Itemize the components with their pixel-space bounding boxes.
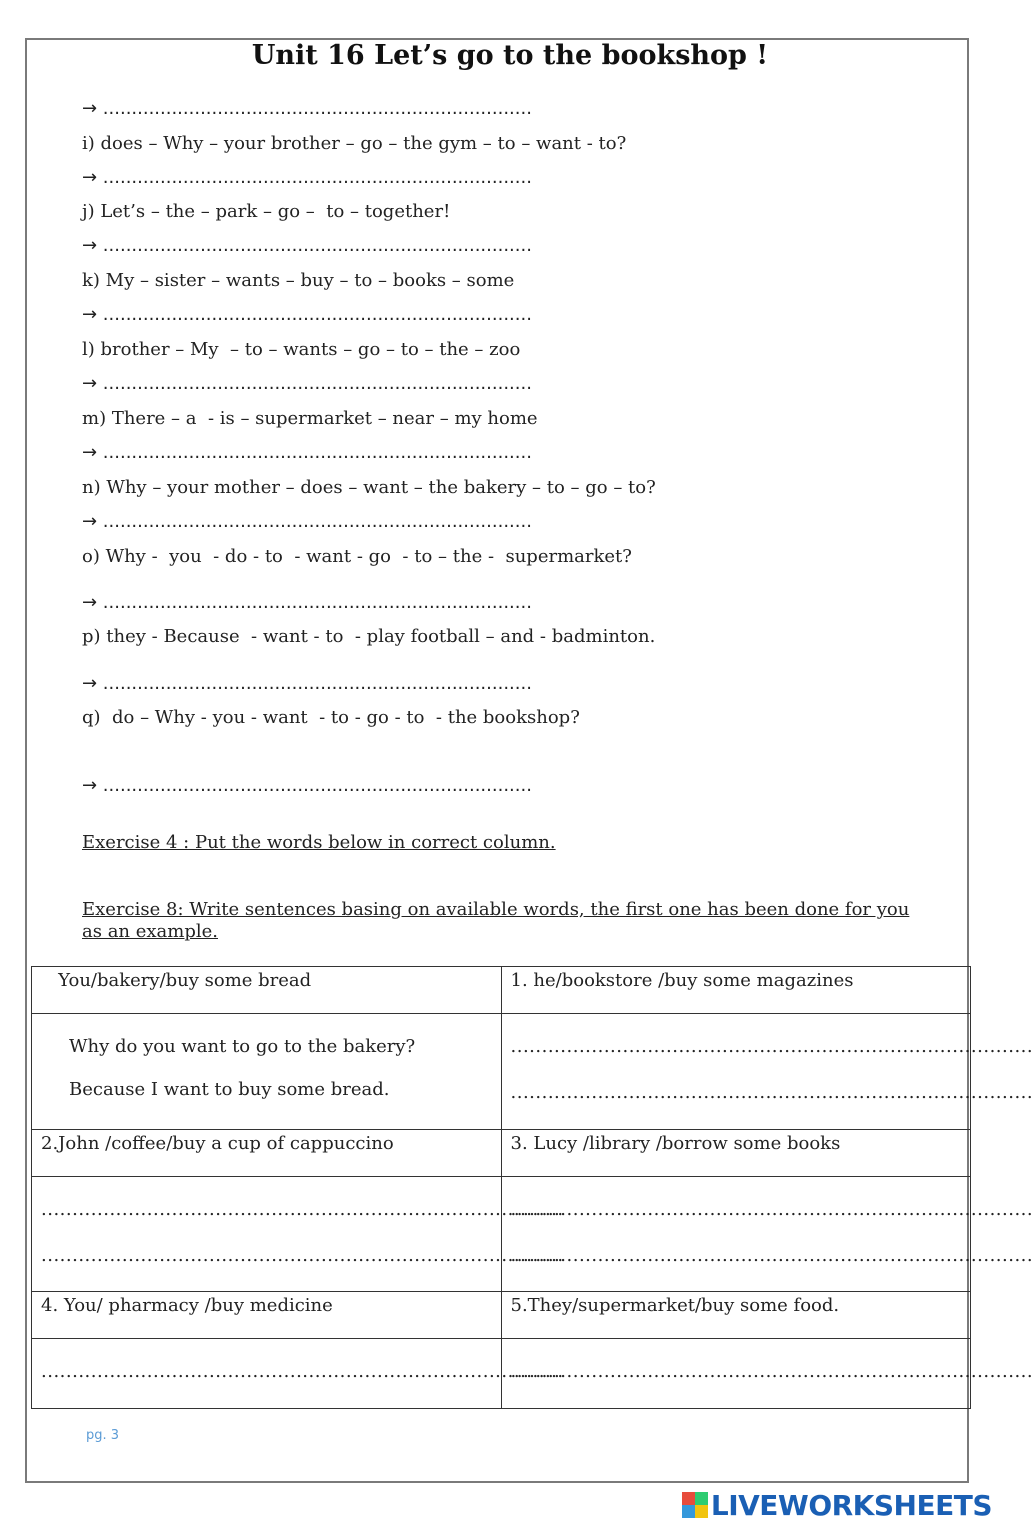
answer-dots[interactable]: .................................................................................... <box>510 1245 1033 1266</box>
example-answer: Because I want to buy some bread. <box>69 1079 390 1100</box>
item-j: j) Let’s – the – park – go – to – together! <box>82 201 451 222</box>
answer-line[interactable]: → ........................................................................... <box>82 98 532 119</box>
answer-dots[interactable]: .................................................................................... <box>510 1361 1033 1382</box>
item-q: q) do – Why - you - want - to - go - to - the bookshop? <box>82 707 580 728</box>
answer-line[interactable]: → ........................................................................... <box>82 511 532 532</box>
exercise-8-heading: Exercise 8: Write sentences basing on available words, the first one has been done for you as an example. <box>82 899 910 942</box>
exercise-8-table <box>31 966 1033 1409</box>
item-p: p) they - Because - want - to - play football – and - badminton. <box>82 626 656 647</box>
item-m: m) There – a - is – supermarket – near – my home <box>82 408 538 429</box>
answer-line[interactable]: → ........................................................................... <box>82 775 532 796</box>
item-k: k) My – sister – wants – buy – to – books – some <box>82 270 515 291</box>
answer-line[interactable]: → ........................................................................... <box>82 673 532 694</box>
prompt-1: 1. he/bookstore /buy some magazines <box>510 970 854 991</box>
prompt-2: 2.John /coffee/buy a cup of cappuccino <box>41 1133 394 1154</box>
answer-line[interactable]: → ........................................................................... <box>82 442 532 463</box>
answer-dots[interactable]: .................................................................................... <box>510 1082 1033 1103</box>
item-i: i) does – Why – your brother – go – the gym – to – want - to? <box>82 133 627 154</box>
exercise-4-heading: Exercise 4 : Put the words below in correct column. <box>82 832 556 853</box>
item-n: n) Why – your mother – does – want – the bakery – to – go – to? <box>82 477 656 498</box>
brand-name: LIVEWORKSHEETS <box>710 1488 992 1522</box>
prompt-4: 4. You/ pharmacy /buy medicine <box>41 1295 333 1316</box>
example-prompt: You/bakery/buy some bread <box>41 970 312 991</box>
answer-dots[interactable]: .................................................................................... <box>41 1199 564 1220</box>
answer-dots[interactable]: .................................................................................... <box>41 1245 564 1266</box>
answer-dots[interactable]: .................................................................................... <box>510 1036 1033 1057</box>
item-l: l) brother – My – to – wants – go – to – the – zoo <box>82 339 521 360</box>
page-title: Unit 16 Let’s go to the bookshop ! <box>251 40 769 71</box>
example-question: Why do you want to go to the bakery? <box>69 1036 416 1057</box>
answer-line[interactable]: → ........................................................................... <box>82 373 532 394</box>
prompt-3: 3. Lucy /library /borrow some books <box>510 1133 841 1154</box>
liveworksheets-logo-icon <box>682 1492 708 1518</box>
prompt-5: 5.They/supermarket/buy some food. <box>510 1295 840 1316</box>
answer-dots[interactable]: .................................................................................... <box>41 1361 564 1382</box>
answer-line[interactable]: → ........................................................................... <box>82 592 532 613</box>
answer-line[interactable]: → ........................................................................... <box>82 167 532 188</box>
item-o: o) Why - you - do - to - want - go - to – the - supermarket? <box>82 546 632 567</box>
answer-dots[interactable]: .................................................................................... <box>510 1199 1033 1220</box>
answer-line[interactable]: → ........................................................................... <box>82 304 532 325</box>
liveworksheets-brand <box>682 1488 992 1522</box>
page-number: pg. 3 <box>86 1428 120 1443</box>
answer-line[interactable]: → ........................................................................... <box>82 235 532 256</box>
